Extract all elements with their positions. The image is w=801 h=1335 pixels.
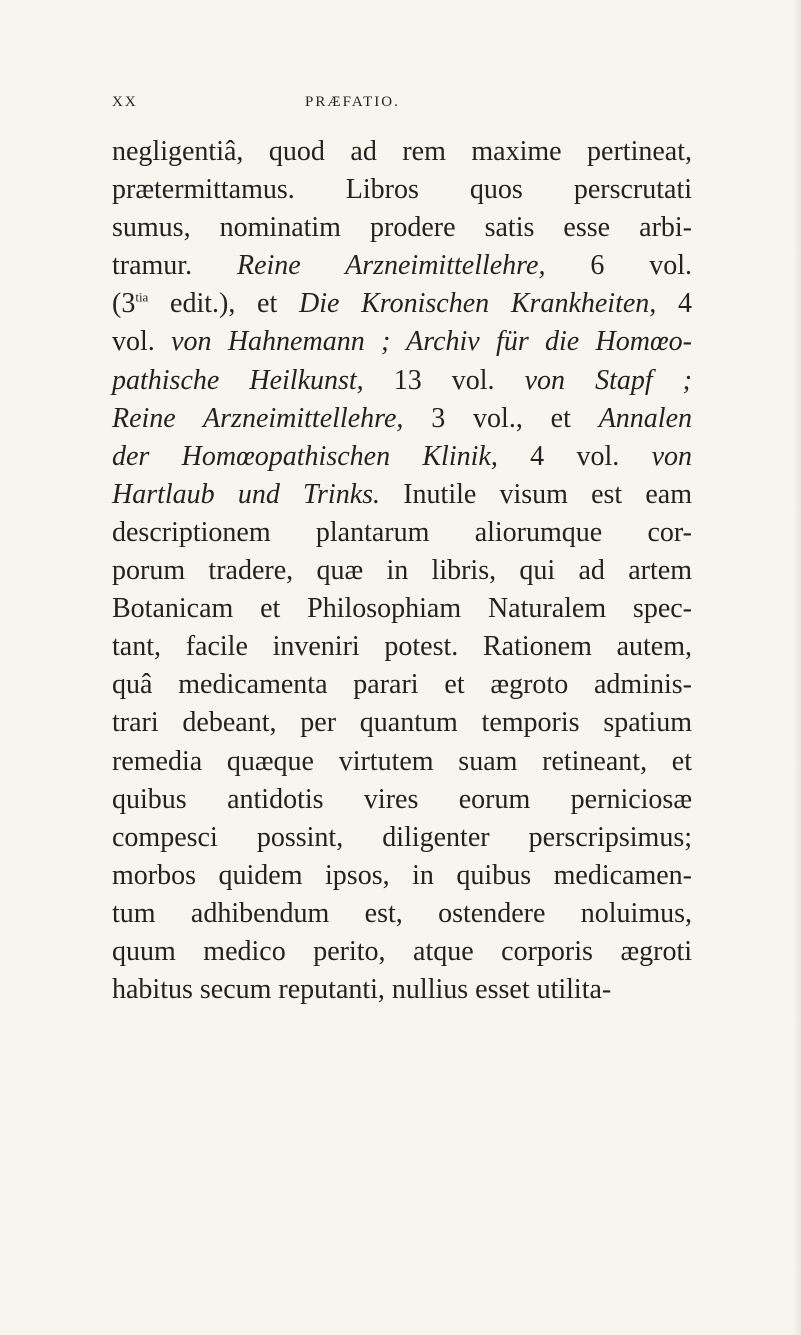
text-segment: Botanicam et Philosophiam Naturalem spec- [112,593,692,625]
text-segment: compesci possint, diligenter perscripsimus; [112,821,692,853]
italic-text: pathische Heilkunst, [112,364,364,396]
text-line [112,285,692,323]
text-segment: 4 vol. [497,440,652,472]
superscript-text: tia [135,290,149,306]
text-segment: edit.), et [148,288,299,320]
text-segment: tramur. [112,250,237,282]
text-segment: Inutile visum est eam [380,478,692,510]
text-segment: habitus secum reputanti, nullius esset utilita- [112,974,612,1006]
text-line [112,704,692,742]
italic-text: der Homœopathischen Klinik, [112,440,498,472]
text-segment: sumus, nominatim prodere satis esse arbi- [112,212,692,244]
italic-text: Reine Arzneimittellehre, [112,402,404,434]
text-segment: tant, facile inveniri potest. Rationem autem, [112,631,692,663]
italic-text: von Hahnemann ; Archiv für die Homœo- [171,326,692,358]
text-segment: 13 vol. [363,364,525,396]
text-segment: negligentiâ, quod ad rem maxime pertineat, [112,136,692,167]
italic-text: Hartlaub und Trinks. [112,478,381,510]
text-line [112,590,692,628]
text-segment: 3 vol., et [403,402,599,434]
text-line [112,209,692,247]
running-head [0,94,801,118]
running-title: PRÆFATIO. [305,94,400,110]
text-line [112,781,692,819]
text-line [112,323,692,361]
body-text [112,133,692,1009]
text-line [112,552,692,590]
page-number: XX [112,94,138,110]
text-line [112,476,692,514]
text-line [112,400,692,438]
text-line [112,628,692,666]
text-line [112,971,692,1009]
italic-text: Die Kronischen Krankheiten, [298,288,657,320]
text-line [112,133,692,171]
text-segment: 6 vol. [545,250,693,282]
italic-text: von Stapf ; [524,364,692,396]
text-line [112,362,692,400]
text-segment: quâ medicamenta parari et ægroto adminis- [112,669,692,701]
text-line [112,933,692,971]
text-line [112,171,692,209]
text-line [112,819,692,857]
text-segment: prætermittamus. Libros quos perscrutati [112,174,692,206]
text-segment: quum medico perito, atque corporis ægroti [112,935,692,967]
text-segment: vol. [112,326,172,358]
text-segment: (3 [112,288,136,320]
text-segment: descriptionem plantarum aliorumque cor- [112,516,692,548]
text-line [112,247,692,285]
text-line [112,514,692,552]
text-segment: morbos quidem ipsos, in quibus medicamen- [112,859,692,891]
text-segment: trari debeant, per quantum temporis spatium [112,707,692,739]
italic-text: von [651,440,692,472]
text-segment: quibus antidotis vires eorum perniciosæ [112,783,692,815]
text-line [112,743,692,781]
italic-text: Annalen [598,402,692,434]
text-line [112,666,692,704]
text-line [112,895,692,933]
page-edge-shadow [793,0,801,1335]
italic-text: Reine Arzneimittellehre, [236,250,546,282]
text-segment: 4 [656,288,693,320]
text-line [112,857,692,895]
text-segment: tum adhibendum est, ostendere noluimus, [112,897,692,929]
text-segment: porum tradere, quæ in libris, qui ad artem [112,555,692,587]
text-line [112,438,692,476]
text-segment: remedia quæque virtutem suam retineant, et [112,745,692,777]
